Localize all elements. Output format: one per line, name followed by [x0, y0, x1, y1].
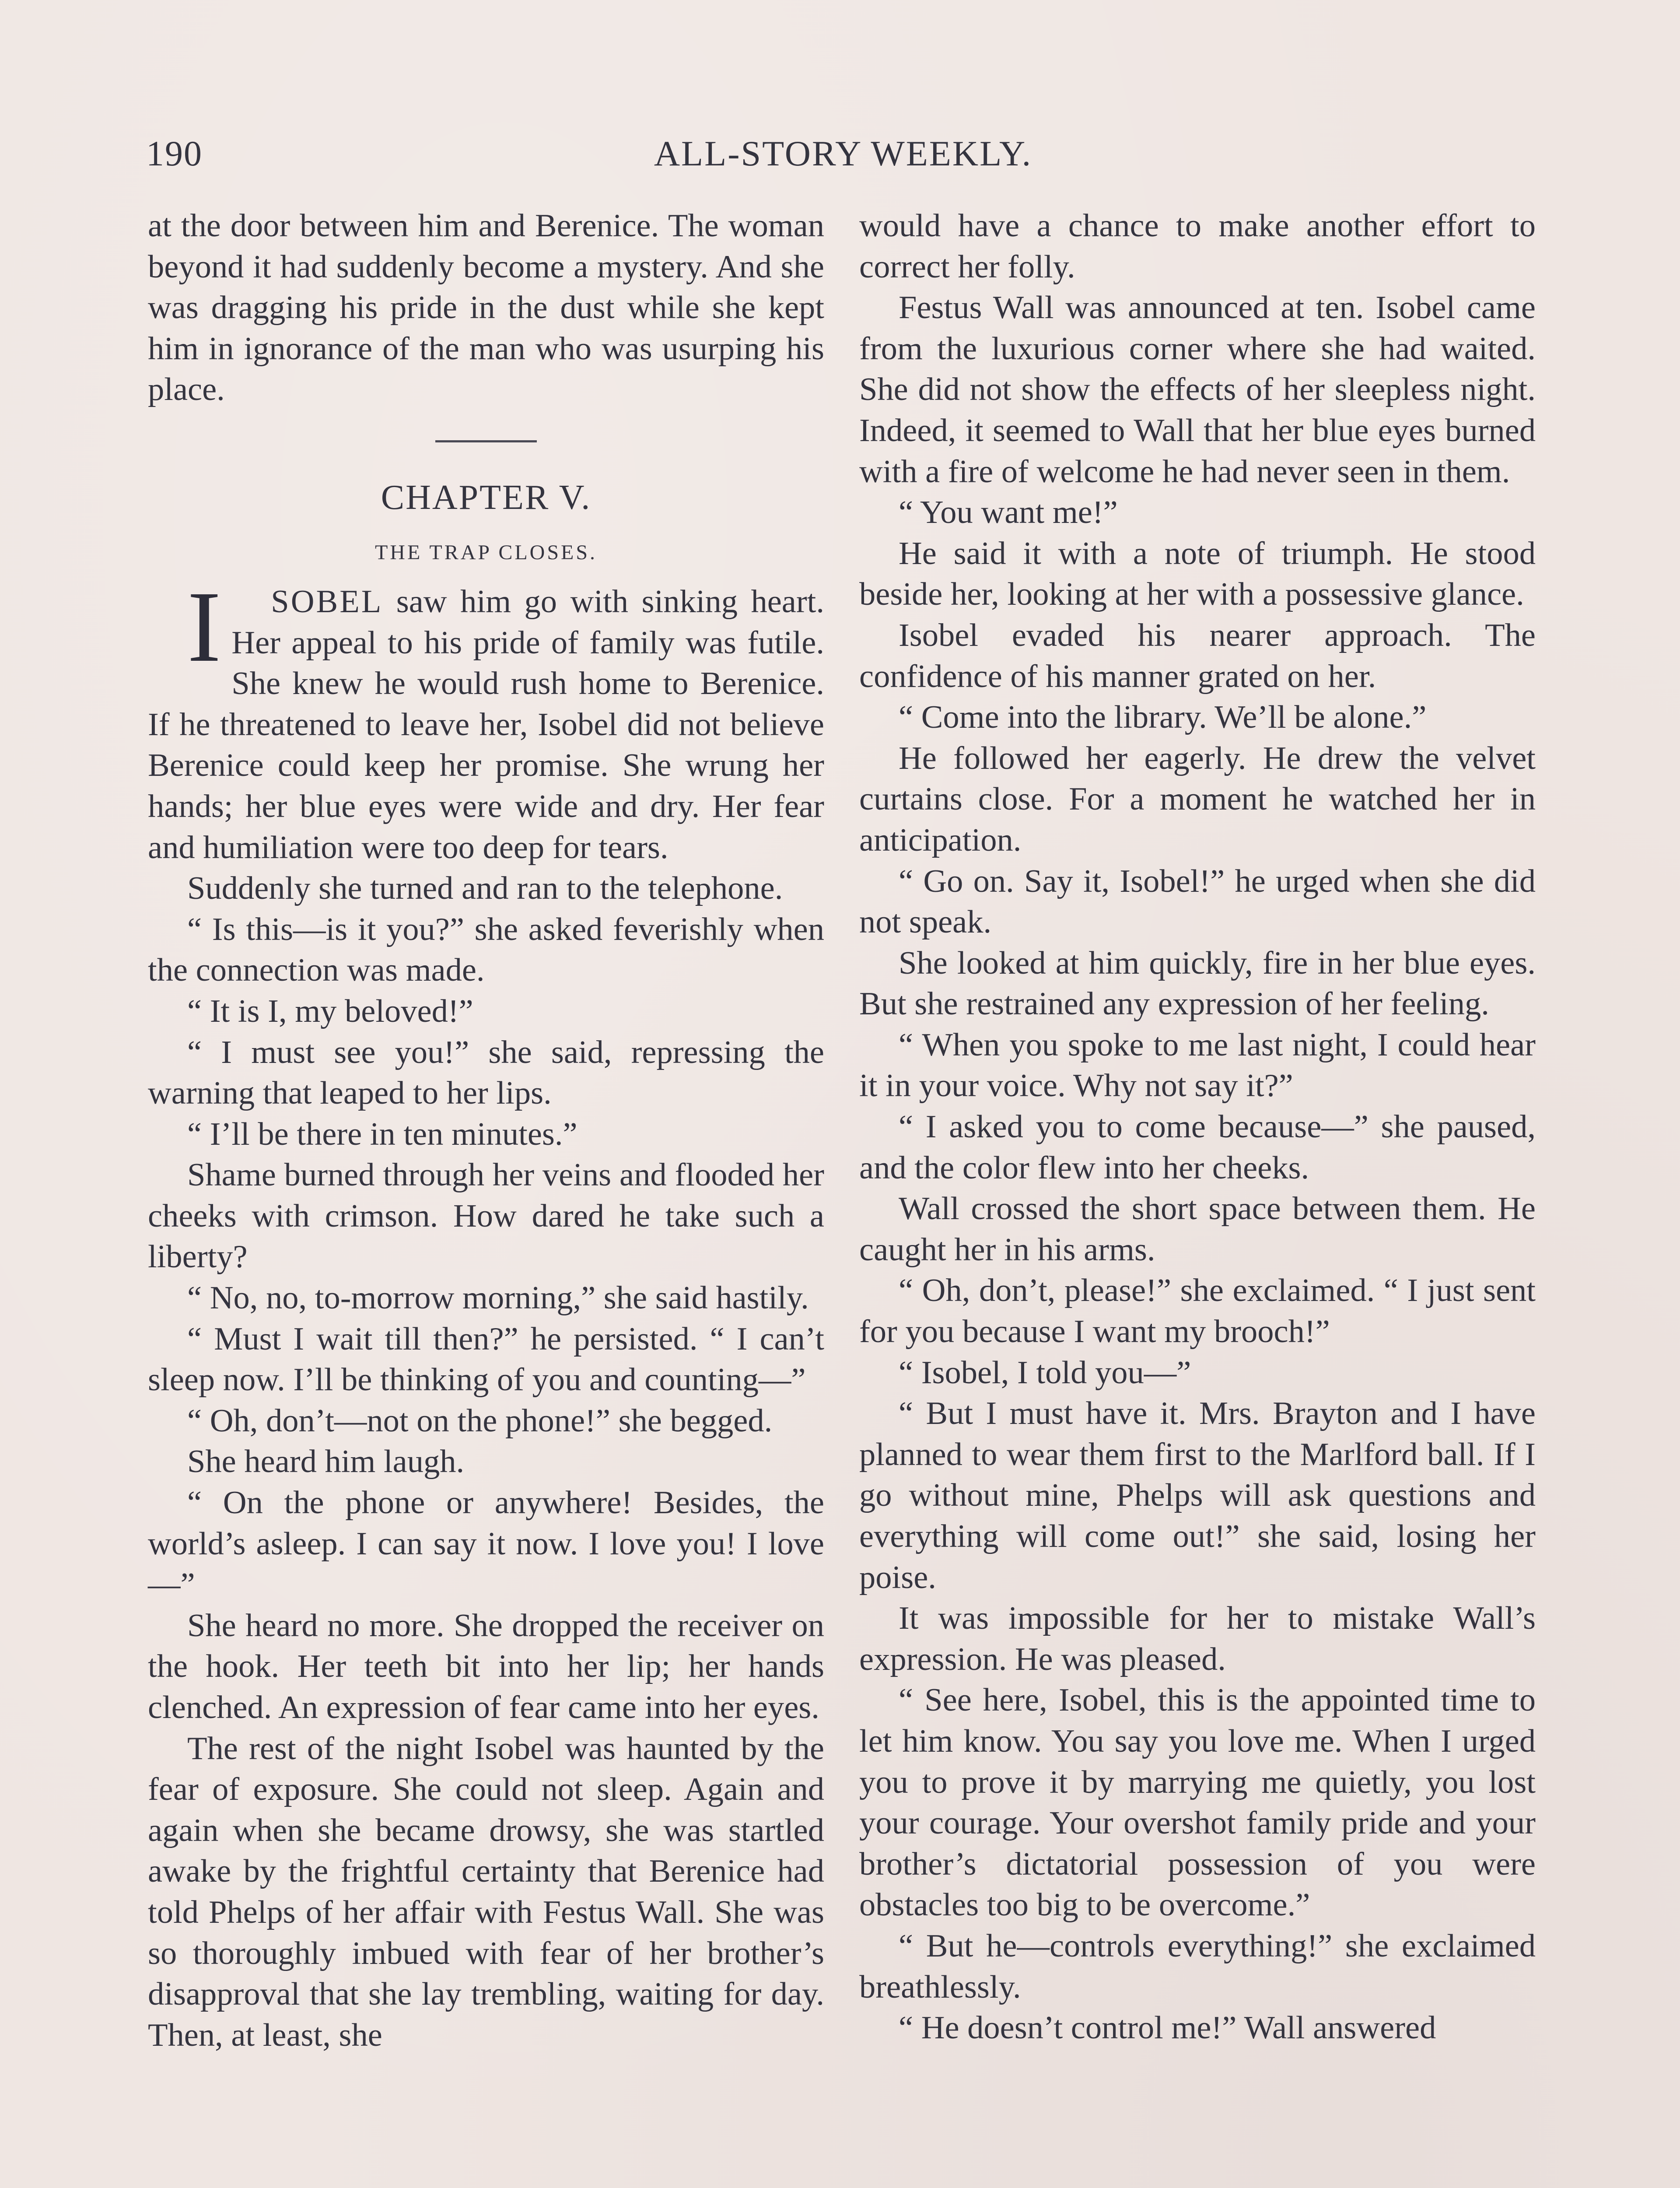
page-header: [146, 130, 1540, 178]
paragraph: “ Go on. Say it, Isobel!” he urged when she did not speak.: [859, 863, 1536, 940]
paragraph: Shame burned through her veins and flooded her cheeks with crimson. How dared he take such a liberty?: [148, 1157, 824, 1275]
page-number: 190: [146, 133, 203, 173]
right-column: [859, 206, 1536, 2049]
paragraph: Wall crossed the short space between them. He caught her in his arms.: [859, 1191, 1536, 1268]
paragraph: “ I asked you to come because—” she paused, and the color flew into her cheeks.: [859, 1109, 1536, 1186]
paragraph: “ On the phone or anywhere! Besides, the world’s asleep. I can say it now. I love you! I love—”: [148, 1485, 824, 1603]
left-column: [148, 206, 824, 2056]
paragraph: “ Come into the library. We’ll be alone.”: [899, 699, 1427, 736]
paragraph: “ Isobel, I told you—”: [899, 1354, 1191, 1391]
paragraph: “ I’ll be there in ten minutes.”: [187, 1116, 578, 1152]
paragraph: She heard him laugh.: [187, 1444, 465, 1480]
paragraph: “ See here, Isobel, this is the appointed time to let him know. You say you love me. When I urged you to prove it by marrying me quietly, you lost your courage. Your overshot family pride and your brother’s dictatorial possession of you were obstacles too big to be overcome.”: [859, 1682, 1536, 1923]
paragraph: It was impossible for her to mistake Wall’s expression. He was pleased.: [859, 1600, 1536, 1677]
paragraph: “ When you spoke to me last night, I could hear it in your voice. Why not say it?”: [859, 1027, 1536, 1104]
paragraph: He followed her eagerly. He drew the velvet curtains close. For a moment he watched her in anticipation.: [859, 740, 1536, 858]
paragraph: He said it with a note of triumph. He stood beside her, looking at her with a possessive glance.: [859, 535, 1536, 613]
paragraph: Festus Wall was announced at ten. Isobel came from the luxurious corner where she had waited. She did not show the effects of her sleepless night. Indeed, it seemed to Wall that her blue eyes burned with a fire of welcome he had never seen in them.: [859, 290, 1536, 490]
paragraph: “ I must see you!” she said, repressing the warning that leaped to her lips.: [148, 1034, 824, 1112]
opening-smallcaps: SOBEL: [271, 583, 383, 620]
opening-text: saw him go with sinking heart. Her appeal to his pride of family was futile. She knew he would rush home to Berenice. If he threatened to leave her, Isobel did not believe Berenice could keep her promise. She wrung her hands; her blue eyes were wide and dry. Her fear and humiliation were too deep for tears.: [148, 583, 824, 866]
paragraph: “ Oh, don’t, please!” she exclaimed. “ I just sent for you because I want my brooch!”: [859, 1273, 1536, 1350]
paragraph: “ Must I wait till then?” he persisted. “ I can’t sleep now. I’ll be thinking of you and counting—”: [148, 1321, 824, 1398]
paragraph: “ Oh, don’t—not on the phone!” she begged.: [187, 1403, 773, 1439]
paragraph: The rest of the night Isobel was haunted by the fear of exposure. She could not sleep. Again and again when she became drowsy, she was startled awake by the frightful certainty that Berenice had told Phelps of her affair with Festus Wall. She was so thoroughly imbued with fear of her brother’s disapproval that she lay trembling, waiting for day. Then, at least, she: [148, 1730, 824, 2053]
paragraph: “ But I must have it. Mrs. Brayton and I have planned to wear them first to the Marlford ball. If I go without mine, Phelps will ask questions and everything will come out!” she said, losing her poise.: [859, 1396, 1536, 1595]
running-head: ALL-STORY WEEKLY.: [654, 133, 1032, 173]
paragraph: “ Is this—is it you?” she asked feverishly when the connection was made.: [148, 911, 824, 989]
paragraph: Isobel evaded his nearer approach. The confidence of his manner grated on her.: [859, 617, 1536, 694]
paragraph: “ It is I, my beloved!”: [187, 993, 473, 1029]
paragraph: “ But he—controls everything!” she exclaimed breathlessly.: [859, 1928, 1536, 2005]
paragraph: “ He doesn’t control me!” Wall answered: [899, 2010, 1436, 2046]
paragraph: “ You want me!”: [899, 494, 1118, 531]
paragraph: She looked at him quickly, fire in her blue eyes. But she restrained any expression of her feeling.: [859, 945, 1536, 1022]
section-divider: [435, 440, 537, 442]
paragraph: She heard no more. She dropped the receiver on the hook. Her teeth bit into her lip; her hands clenched. An expression of fear came into her eyes.: [148, 1607, 824, 1725]
drop-cap: I: [187, 570, 221, 683]
paragraph: at the door between him and Berenice. The woman beyond it had suddenly become a mystery. And she was dragging his pride in the dust while she kept him in ignorance of the man who was usurping his place.: [148, 208, 824, 408]
paragraph: “ No, no, to-morrow morning,” she said hastily.: [187, 1280, 809, 1316]
opening-paragraph: [148, 570, 824, 868]
chapter-title: CHAPTER V.: [381, 478, 592, 517]
paragraph: would have a chance to make another effort to correct her folly.: [859, 208, 1536, 285]
paragraph: Suddenly she turned and ran to the telephone.: [187, 870, 783, 907]
chapter-subtitle: THE TRAP CLOSES.: [374, 540, 598, 564]
